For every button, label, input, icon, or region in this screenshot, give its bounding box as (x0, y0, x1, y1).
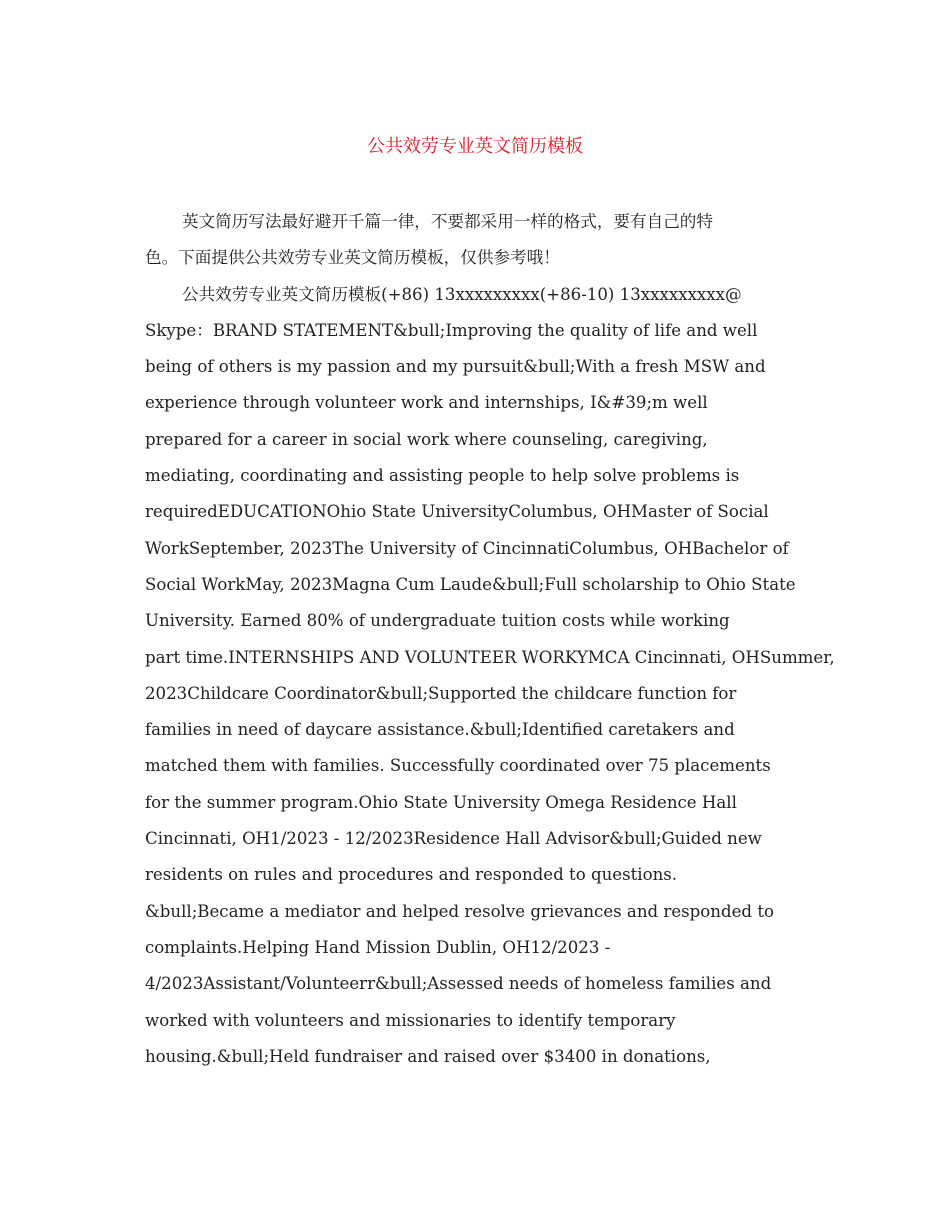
body-line: 公共效劳专业英文简历模板(+86) 13xxxxxxxxx(+86-10) 13xxxxxxxxx@ (182, 284, 742, 304)
body-line: matched them with families. Successfully coordinated over 75 placements (145, 756, 771, 776)
body-line: residents on rules and procedures and responded to questions. (145, 865, 678, 885)
body-line: Cincinnati, OH1/2023 - 12/2023Residence Hall Advisor&bull;Guided new (145, 829, 762, 849)
body-line: Social WorkMay, 2023Magna Cum Laude&bull;Full scholarship to Ohio State (145, 574, 796, 594)
body-line: complaints.Helping Hand Mission Dublin, OH12/2023 - (145, 937, 611, 957)
body-line: experience through volunteer work and internships, I&#39;m well (145, 393, 708, 413)
body-line: housing.&bull;Held fundraiser and raised over $3400 in donations, (145, 1046, 711, 1066)
body-line: WorkSeptember, 2023The University of CincinnatiColumbus, OHBachelor of (145, 538, 789, 558)
body-line: 2023Childcare Coordinator&bull;Supported the childcare function for (145, 683, 737, 703)
body-line: families in need of daycare assistance.&bull;Identified caretakers and (145, 720, 735, 740)
document-title: 公共效劳专业英文简历模板 (367, 136, 583, 157)
body-line: 色。下面提供公共效劳专业英文简历模板，仅供参考哦！ (145, 248, 560, 268)
body-line: worked with volunteers and missionaries to identify temporary (145, 1010, 676, 1030)
body-line: prepared for a career in social work where counseling, caregiving, (145, 429, 708, 449)
body-line: for the summer program.Ohio State University Omega Residence Hall (145, 792, 737, 812)
body-line: mediating, coordinating and assisting people to help solve problems is (145, 466, 740, 486)
body-line: University. Earned 80% of undergraduate tuition costs while working (145, 611, 730, 631)
body-line: being of others is my passion and my pursuit&bull;With a fresh MSW and (145, 357, 766, 377)
document-body (145, 204, 835, 1075)
body-line: part time.INTERNSHIPS AND VOLUNTEER WORKYMCA Cincinnati, OHSummer, (145, 647, 835, 667)
body-line: requiredEDUCATIONOhio State UniversityColumbus, OHMaster of Social (145, 502, 769, 522)
body-line: 英文简历写法最好避开千篇一律，不要都采用一样的格式，要有自己的特 (182, 212, 713, 231)
body-line: 4/2023Assistant/Volunteerr&bull;Assessed needs of homeless families and (145, 974, 772, 994)
body-line: &bull;Became a mediator and helped resolve grievances and responded to (145, 901, 774, 921)
body-line: Skype：BRAND STATEMENT&bull;Improving the quality of life and well (145, 320, 758, 340)
